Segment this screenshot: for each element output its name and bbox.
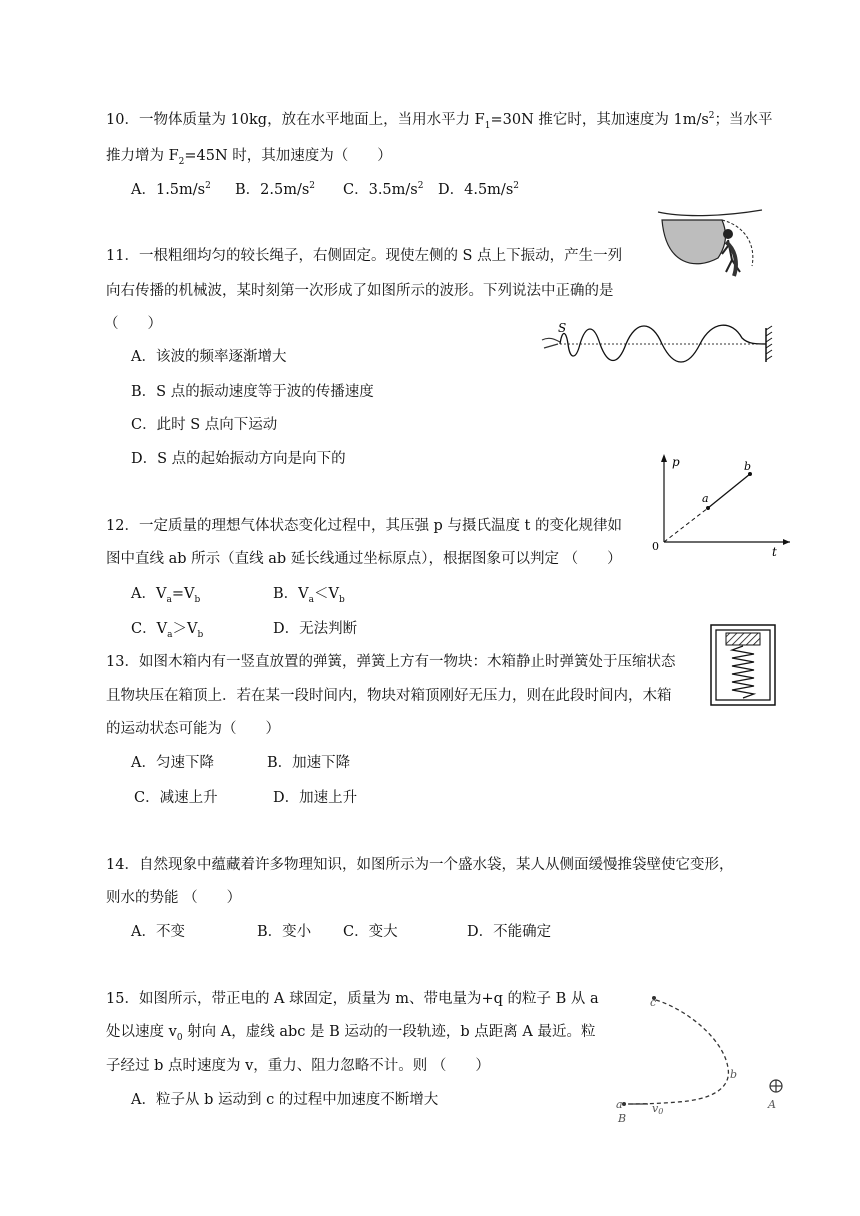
q15-stem-line2: 处以速度 $v_0$ 射向 A，虚线 abc 是 B 运动的一段轨迹，b 点距离 A 最近。粒 [106,1024,596,1043]
q10-stem-line2: 推力增为 $F_2=45N$ 时，其加速度为（ ） [106,148,392,167]
q15-stem-line1: 15．如图所示，带正电的 A 球固定，质量为 m、带电量为+q 的粒子 B 从 a [106,991,599,1007]
block [726,633,760,645]
q12-option-a[interactable]: A．$V_a=V_b$ [131,586,201,605]
particle-b-label: B [618,1112,627,1125]
q10-stem-line1: 10．一物体质量为 10kg，放在水平地面上，当用水平力 $F_1=30N$ 推它时，其加速度为 $1m/s^2$；当水平 [106,111,773,131]
q11-stem-line1: 11．一根粗细均匀的较长绳子，右侧固定。现使左侧的 S 点上下振动，产生一列 [106,248,623,264]
particle-trajectory-figure [608,986,788,1128]
q11-option-a[interactable]: A．该波的频率逐渐增大 [131,349,287,365]
rope-wave-figure [536,318,784,370]
trajectory-abc [624,1000,728,1104]
q13-stem-line1: 13．如图木箱内有一竖直放置的弹簧，弹簧上方有一物块：木箱静止时弹簧处于压缩状态 [106,654,676,670]
q12-stem-line1: 12．一定质量的理想气体状态变化过程中，其压强 p 与摄氏温度 t 的变化规律如 [106,518,622,534]
q13-option-a[interactable]: A．匀速下降 [131,755,214,771]
line-ab [708,474,750,508]
wave-point-s-label: S [558,321,567,335]
q13-option-b[interactable]: B．加速下降 [267,755,351,771]
q12-stem-line2: 图中直线 ab 所示（直线 ab 延长线通过坐标原点），根据图象可以判定 （ ） [106,551,622,567]
t-axis-label: t [772,545,777,558]
q15-option-a[interactable]: A．粒子从 b 运动到 c 的过程中加速度不断增大 [131,1092,439,1108]
q13-stem-line3: 的运动状态可能为（ ） [106,721,280,737]
spring [732,646,754,698]
q14-option-c[interactable]: C．变大 [343,924,398,940]
q12-option-d[interactable]: D．无法判断 [273,621,358,637]
point-b-label: b [730,1068,738,1081]
p-axis-label: p [672,455,680,469]
q13-stem-line2: 且物块压在箱顶上．若在某一段时间内，物块对箱顶刚好无压力，则在此段时间内，木箱 [106,688,672,704]
q14-option-a[interactable]: A．不变 [131,924,185,940]
point-c-label: c [650,996,657,1009]
q11-option-c[interactable]: C．此时 S 点向下运动 [131,417,278,433]
q13-option-c[interactable]: C．减速上升 [134,790,218,806]
q11-stem-line2: 向右传播的机械波，某时刻第一次形成了如图所示的波形。下列说法中正确的是 [106,283,614,299]
pressure-temperature-graph [648,450,796,558]
point-b-label: b [744,460,752,473]
q10-option-d[interactable]: D．$4.5m/s^2$ [438,181,519,198]
spring-box-figure [710,624,776,706]
q11-option-b[interactable]: B．S 点的振动速度等于波的传播速度 [131,384,374,400]
q14-option-d[interactable]: D．不能确定 [467,924,552,940]
point-a-label: a [616,1098,623,1111]
q14-stem-line2: 则水的势能 （ ） [106,890,242,906]
q15-stem-line3: 子经过 b 点时速度为 v，重力、阻力忽略不计。则 （ ） [106,1058,490,1074]
extension-dashed [664,508,708,542]
q14-stem-line1: 14．自然现象中蕴藏着许多物理知识，如图所示为一个盛水袋，某人从侧面缓慢推袋壁使它变形， [106,857,734,873]
q10-option-b[interactable]: B．$2.5m/s^2$ [235,181,316,198]
origin-label: 0 [652,540,659,553]
q10-option-c[interactable]: C．$3.5m/s^2$ [343,181,424,198]
q10-option-a[interactable]: A．$1.5m/s^2$ [131,181,211,198]
q12-option-b[interactable]: B．$V_a<V_b$ [273,586,345,605]
water-bag-figure [656,206,764,290]
point-a-label: a [702,492,709,505]
q11-stem-line3: （ ） [104,316,162,332]
point-a [706,506,710,510]
charge-a-label: A [768,1098,776,1111]
wave-curve [560,325,766,362]
q13-option-d[interactable]: D．加速上升 [273,790,358,806]
q14-option-b[interactable]: B．变小 [257,924,312,940]
v0-label: v0 [652,1102,664,1116]
q12-option-c[interactable]: C．$V_a>V_b$ [131,621,204,640]
q11-option-d[interactable]: D．S 点的起始振动方向是向下的 [131,451,346,467]
